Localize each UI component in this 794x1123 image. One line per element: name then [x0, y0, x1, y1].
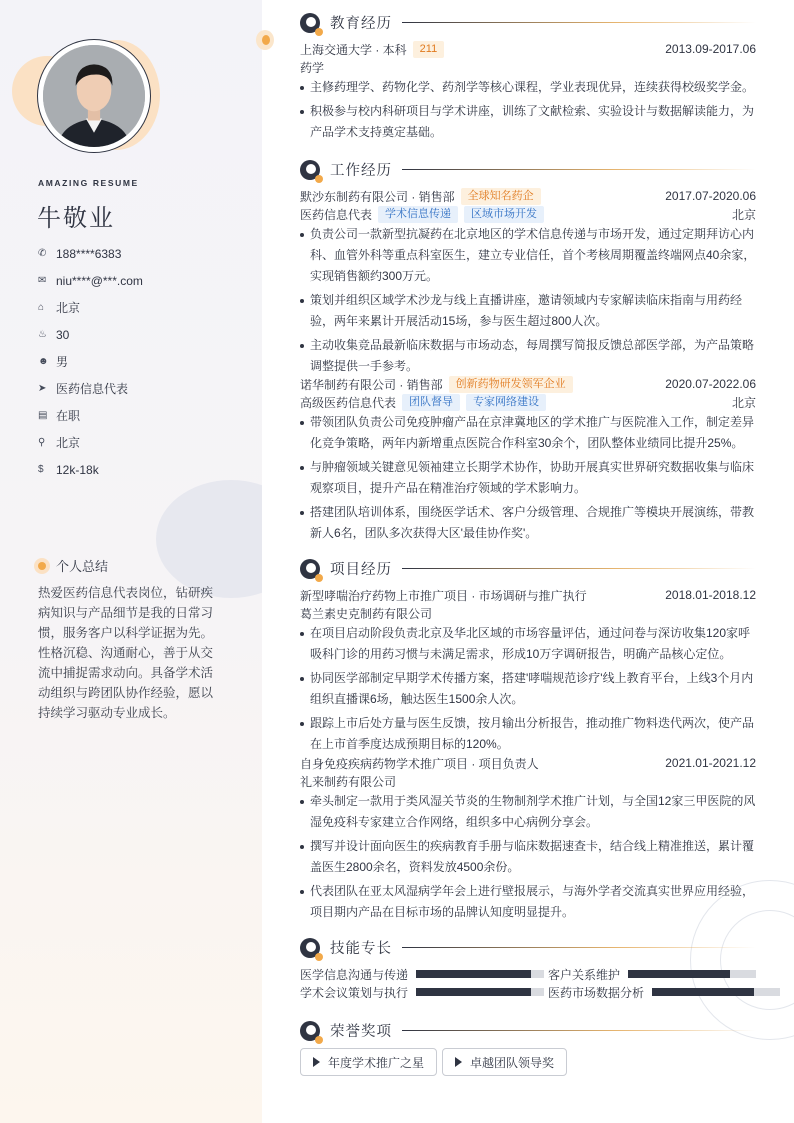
work-heading [300, 159, 756, 180]
project-company: 葛兰素史克制药有限公司 [300, 606, 433, 621]
skill-level-bar [416, 970, 544, 978]
info-text: 医药信息代表 [56, 382, 129, 396]
project-entry [300, 754, 756, 923]
home-icon: ⌂ [38, 302, 45, 313]
company-tag: 全球知名药企 [461, 188, 541, 205]
award-badge [442, 1048, 567, 1076]
job-position: 高级医药信息代表 [300, 395, 397, 410]
sidebar [0, 0, 262, 1123]
job-tag: 区域市场开发 [464, 206, 544, 223]
play-triangle-icon [313, 1057, 320, 1067]
gender-icon: ☻ [38, 356, 49, 367]
section-icon [300, 938, 320, 958]
project-date: 2021.01-2021.12 [665, 756, 756, 770]
phone-icon: ✆ [38, 248, 47, 259]
info-email [38, 267, 143, 294]
section-title: 工作经历 [330, 163, 392, 179]
info-text: 30 [56, 327, 70, 342]
section-icon [300, 13, 320, 33]
person-photo-icon [43, 45, 145, 147]
mail-icon: ✉ [38, 275, 47, 286]
bullet-item: 主动收集竞品最新临床数据与市场动态，每周撰写简报反馈总部医学部，为产品策略调整提供一手参考。 [300, 335, 756, 377]
education-heading [300, 12, 756, 33]
section-divider [402, 22, 756, 23]
section-title: 技能专长 [330, 941, 392, 957]
summary-heading [34, 556, 108, 575]
briefcase-icon: ▤ [38, 410, 48, 421]
bullet-item: 策划并组织区域学术沙龙与线上直播讲座，邀请领域内专家解读临床指南与用药经验，两年来累计开展活动15场，参与医生超过800人次。 [300, 290, 756, 332]
company-tag: 创新药物研发领军企业 [449, 376, 573, 393]
company-name: 默沙东制药有限公司 · 销售部 [300, 189, 455, 204]
bullet-item: 与肿瘤领域关键意见领袖建立长期学术协作，协助开展真实世界研究数据收集与临床观察项目，提升产品在精准治疗领域的学术影响力。 [300, 457, 756, 499]
bullet-item: 带领团队负责公司免疫肿瘤产品在京津冀地区的学术推广与医院准入工作，制定差异化竞争策略，两年内新增重点医院合作科室30余个，团队整体业绩同比提升25%。 [300, 412, 756, 454]
money-icon: $ [38, 464, 44, 475]
award-label: 年度学术推广之星 [328, 1055, 425, 1070]
send-icon: ➤ [38, 383, 47, 394]
section-icon [300, 160, 320, 180]
work-entry [300, 187, 756, 377]
info-target-city [38, 429, 143, 456]
job-date: 2017.07-2020.06 [665, 189, 756, 203]
avatar-photo [43, 45, 145, 147]
info-text: 北京 [56, 301, 81, 315]
major: 药学 [300, 60, 325, 75]
bullet-item: 搭建团队培训体系，围绕医学话术、客户分级管理、合规推广等模块开展演练，带教新人6名，团队多次获得大区'最佳协作奖'。 [300, 502, 756, 544]
cake-icon: ♨ [38, 329, 47, 340]
awards-list [300, 1048, 572, 1076]
info-gender [38, 348, 143, 375]
skill-item [548, 983, 780, 1001]
section-divider [402, 169, 756, 170]
section-divider [402, 568, 756, 569]
job-tag: 团队督导 [402, 394, 460, 411]
section-icon [300, 559, 320, 579]
bullet-item: 在项目启动阶段负责北京及华北区域的市场容量评估，通过问卷与深访收集120家呼吸科门诊的用药习惯与未满足需求，形成10万字调研报告，明确产品核心定位。 [300, 623, 756, 665]
info-salary [38, 456, 143, 483]
school-tag: 211 [413, 41, 445, 58]
skill-label: 医药市场数据分析 [548, 985, 645, 1000]
work-entry [300, 375, 756, 544]
info-text: 男 [56, 355, 69, 369]
bullet-item: 牵头制定一款用于类风湿关节炎的生物制剂学术推广计划，与全国12家三甲医院的风湿免疫科专家建立合作网络，组织多中心病例分享会。 [300, 791, 756, 833]
section-divider [402, 947, 756, 948]
decorative-dot-icon [256, 30, 274, 50]
project-name: 新型哮喘治疗药物上市推广项目 · 市场调研与推广执行 [300, 588, 587, 603]
decorative-circle [156, 480, 262, 598]
bullet-item: 积极参与校内科研项目与学术讲座，训练了文献检索、实验设计与数据解读能力，为产品学术支持奠定基础。 [300, 101, 756, 143]
avatar [37, 39, 151, 153]
skill-label: 学术会议策划与执行 [300, 985, 409, 1000]
skill-level-bar [652, 988, 780, 996]
award-label: 卓越团队领导奖 [470, 1055, 555, 1070]
job-city: 北京 [731, 207, 756, 222]
bullet-item: 协同医学部制定早期学术传播方案，搭建'哮喘规范诊疗'线上教育平台，上线3个月内组织直播课6场，触达医生1500余人次。 [300, 668, 756, 710]
info-text: niu****@***.com [56, 273, 143, 288]
bullet-item: 撰写并设计面向医生的疾病教育手册与临床数据速查卡，结合线上精准推送，累计覆盖医生2800余名，资料发放4500余份。 [300, 836, 756, 878]
skill-item [548, 965, 756, 983]
education-date: 2013.09-2017.06 [665, 42, 756, 56]
awards-heading [300, 1020, 756, 1041]
dot-icon [34, 558, 50, 574]
section-title: 荣誉奖项 [330, 1024, 392, 1040]
award-badge [300, 1048, 437, 1076]
job-tag: 学术信息传递 [378, 206, 458, 223]
project-name: 自身免疫疾病药物学术推广项目 · 项目负责人 [300, 756, 539, 771]
play-triangle-icon [455, 1057, 462, 1067]
info-text: 在职 [56, 409, 81, 423]
company-name: 诺华制药有限公司 · 销售部 [300, 377, 443, 392]
project-company: 礼来制药有限公司 [300, 774, 397, 789]
section-title: 教育经历 [330, 16, 392, 32]
bullet-item: 主修药理学、药物化学、药剂学等核心课程，学业表现优异，连续获得校级奖学金。 [300, 77, 756, 98]
info-phone [38, 240, 143, 267]
info-text: 188****6383 [56, 246, 122, 261]
projects-heading [300, 558, 756, 579]
contact-info-list [38, 240, 143, 483]
skill-level-bar [628, 970, 756, 978]
skill-level-bar [416, 988, 544, 996]
skill-label: 客户关系维护 [548, 967, 621, 982]
candidate-name: 牛敬业 [37, 205, 115, 232]
skill-item [300, 983, 544, 1001]
education-entry [300, 40, 756, 143]
skill-label: 医学信息沟通与传递 [300, 967, 409, 982]
skills-heading [300, 937, 756, 958]
project-date: 2018.01-2018.12 [665, 588, 756, 602]
section-icon [300, 1021, 320, 1041]
info-text: 北京 [56, 436, 81, 450]
summary-text: 热爱医药信息代表岗位，钻研疾病知识与产品细节是我的日常习惯，服务客户以科学证据为先。性格沉稳、沟通耐心，善于从交流中捕捉需求动向。具备学术活动组织与跨团队协作经验，愿以持续学习驱动专业成长。 [38, 586, 214, 720]
job-city: 北京 [731, 395, 756, 410]
section-title: 项目经历 [330, 562, 392, 578]
info-city [38, 294, 143, 321]
location-pin-icon: ⚲ [38, 437, 46, 448]
info-status [38, 402, 143, 429]
skill-item [300, 965, 544, 983]
job-date: 2020.07-2022.06 [665, 377, 756, 391]
info-target-job [38, 375, 143, 402]
job-position: 医药信息代表 [300, 207, 373, 222]
bullet-item: 代表团队在亚太风湿病学年会上进行壁报展示，与海外学者交流真实世界应用经验，项目期内产品在目标市场的品牌认知度明显提升。 [300, 881, 756, 923]
bullet-item: 跟踪上市后处方量与医生反馈，按月输出分析报告，推动推广物料迭代两次，使产品在上市首季度达成预期目标的120%。 [300, 713, 756, 755]
info-text: 12k-18k [56, 462, 99, 477]
brand-label: AMAZING RESUME [38, 178, 139, 188]
job-tag: 专家网络建设 [466, 394, 546, 411]
summary-title: 个人总结 [56, 559, 109, 574]
bullet-item: 负责公司一款新型抗凝药在北京地区的学术信息传递与市场开发，通过定期拜访心内科、血管外科等重点科室医生，建立专业信任，首个考核周期覆盖终端网点40余家，实现销售额约300万元。 [300, 224, 756, 287]
info-age [38, 321, 143, 348]
project-entry [300, 586, 756, 755]
school-name: 上海交通大学 · 本科 [300, 42, 407, 57]
section-divider [402, 1030, 756, 1031]
